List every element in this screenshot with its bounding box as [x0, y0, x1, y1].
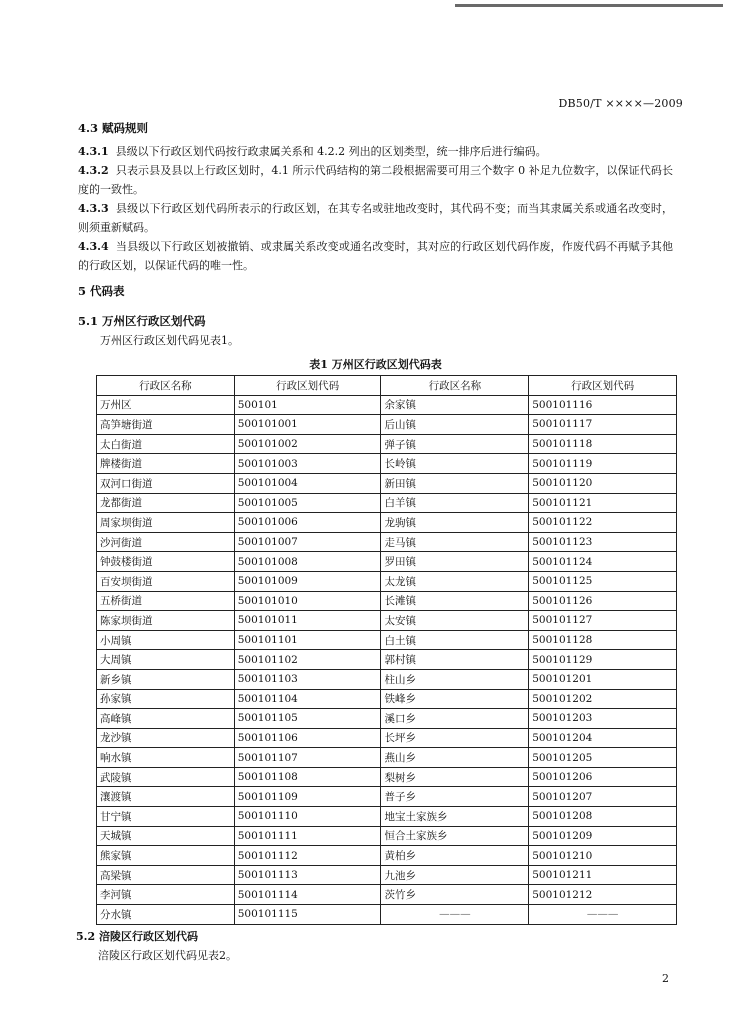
cell-region-code: 500101007 — [234, 532, 381, 552]
cell-region-name: 小周镇 — [97, 630, 235, 650]
section-5-1-title: 5.1 万州区行政区划代码 — [78, 314, 206, 328]
table-row — [97, 630, 677, 650]
table-row — [97, 807, 677, 827]
cell-region-code: 500101207 — [529, 787, 677, 807]
document-body — [78, 120, 673, 965]
cell-region-code: ——— — [529, 905, 677, 925]
cell-region-name: 长岭镇 — [381, 454, 529, 474]
header-code-1: 行政区划代码 — [234, 376, 381, 396]
cell-region-name: 郭村镇 — [381, 650, 529, 670]
table-row — [97, 885, 677, 905]
table-row — [97, 532, 677, 552]
clause-number: 4.3.4 — [78, 240, 109, 253]
cell-region-name: 太龙镇 — [381, 571, 529, 591]
cell-region-code: 500101208 — [529, 807, 677, 827]
cell-region-code: 500101110 — [234, 807, 381, 827]
scan-artifact-line — [455, 4, 723, 7]
table-row — [97, 689, 677, 709]
cell-region-code: 500101103 — [234, 669, 381, 689]
cell-region-code: 500101008 — [234, 552, 381, 572]
cell-region-name: 太安镇 — [381, 611, 529, 631]
table-row — [97, 395, 677, 415]
cell-region-code: 500101120 — [529, 473, 677, 493]
cell-region-code: 500101206 — [529, 767, 677, 787]
table-row — [97, 454, 677, 474]
cell-region-code: 500101121 — [529, 493, 677, 513]
cell-region-name: 大周镇 — [97, 650, 235, 670]
table-row — [97, 552, 677, 572]
table-row — [97, 787, 677, 807]
cell-region-name: 孙家镇 — [97, 689, 235, 709]
cell-region-code: 500101 — [234, 395, 381, 415]
cell-region-name: 龙都街道 — [97, 493, 235, 513]
cell-region-name: ——— — [381, 905, 529, 925]
page-number: 2 — [662, 972, 669, 985]
clause-number: 4.3.2 — [78, 164, 109, 177]
cell-region-name: 李河镇 — [97, 885, 235, 905]
table-row — [97, 767, 677, 787]
cell-region-name: 甘宁镇 — [97, 807, 235, 827]
cell-region-name: 白土镇 — [381, 630, 529, 650]
cell-region-code: 500101104 — [234, 689, 381, 709]
table-row — [97, 905, 677, 925]
cell-region-name: 牌楼街道 — [97, 454, 235, 474]
cell-region-name: 瀼渡镇 — [97, 787, 235, 807]
table-header-row — [97, 376, 677, 396]
table-row — [97, 846, 677, 866]
cell-region-code: 500101004 — [234, 473, 381, 493]
cell-region-name: 铁峰乡 — [381, 689, 529, 709]
cell-region-code: 500101107 — [234, 748, 381, 768]
cell-region-code: 500101210 — [529, 846, 677, 866]
clause-number: 4.3.3 — [78, 202, 109, 215]
cell-region-name: 五桥街道 — [97, 591, 235, 611]
cell-region-name: 响水镇 — [97, 748, 235, 768]
cell-region-name: 高梁镇 — [97, 865, 235, 885]
cell-region-name: 恒合土家族乡 — [381, 826, 529, 846]
section-5-2-text: 涪陵区行政区划代码见表2。 — [98, 948, 237, 962]
cell-region-code: 500101102 — [234, 650, 381, 670]
table-row — [97, 728, 677, 748]
cell-region-code: 500101128 — [529, 630, 677, 650]
cell-region-name: 太白街道 — [97, 434, 235, 454]
table-row — [97, 611, 677, 631]
paragraph-4-3-4 — [78, 237, 673, 275]
cell-region-name: 罗田镇 — [381, 552, 529, 572]
cell-region-code: 500101106 — [234, 728, 381, 748]
table-body — [97, 395, 677, 924]
cell-region-name: 走马镇 — [381, 532, 529, 552]
cell-region-code: 500101006 — [234, 513, 381, 533]
cell-region-code: 500101129 — [529, 650, 677, 670]
cell-region-code: 500101118 — [529, 434, 677, 454]
table-row — [97, 591, 677, 611]
clause-text: 县级以下行政区划代码所表示的行政区划，在其专名或驻地改变时，其代码不变；而当其隶属关系或通名改变时，则须重新赋码。 — [78, 202, 674, 234]
table-row — [97, 493, 677, 513]
code-table — [96, 375, 677, 925]
cell-region-code: 500101002 — [234, 434, 381, 454]
cell-region-name: 余家镇 — [381, 395, 529, 415]
cell-region-code: 500101209 — [529, 826, 677, 846]
cell-region-name: 长滩镇 — [381, 591, 529, 611]
cell-region-code: 500101010 — [234, 591, 381, 611]
cell-region-name: 普子乡 — [381, 787, 529, 807]
cell-region-code: 500101101 — [234, 630, 381, 650]
cell-region-code: 500101111 — [234, 826, 381, 846]
table-row — [97, 473, 677, 493]
cell-region-code: 500101124 — [529, 552, 677, 572]
cell-region-code: 500101201 — [529, 669, 677, 689]
cell-region-name: 后山镇 — [381, 415, 529, 435]
standard-code-header: DB50/T ××××—2009 — [558, 97, 683, 110]
cell-region-name: 长坪乡 — [381, 728, 529, 748]
table-row — [97, 650, 677, 670]
cell-region-code: 500101113 — [234, 865, 381, 885]
cell-region-code: 500101114 — [234, 885, 381, 905]
cell-region-name: 百安坝街道 — [97, 571, 235, 591]
cell-region-name: 黄柏乡 — [381, 846, 529, 866]
cell-region-name: 茨竹乡 — [381, 885, 529, 905]
cell-region-code: 500101001 — [234, 415, 381, 435]
cell-region-code: 500101211 — [529, 865, 677, 885]
table-row — [97, 826, 677, 846]
section-5-2-title: 5.2 涪陵区行政区划代码 — [76, 929, 198, 943]
cell-region-name: 分水镇 — [97, 905, 235, 925]
cell-region-name: 地宝土家族乡 — [381, 807, 529, 827]
cell-region-code: 500101212 — [529, 885, 677, 905]
table-row — [97, 513, 677, 533]
section-4-3-title: 4.3 赋码规则 — [78, 121, 149, 135]
table-row — [97, 748, 677, 768]
cell-region-name: 九池乡 — [381, 865, 529, 885]
cell-region-code: 500101203 — [529, 709, 677, 729]
cell-region-name: 溪口乡 — [381, 709, 529, 729]
cell-region-name: 白羊镇 — [381, 493, 529, 513]
cell-region-name: 新乡镇 — [97, 669, 235, 689]
cell-region-code: 500101112 — [234, 846, 381, 866]
cell-region-code: 500101123 — [529, 532, 677, 552]
cell-region-code: 500101005 — [234, 493, 381, 513]
table-row — [97, 415, 677, 435]
cell-region-name: 熊家镇 — [97, 846, 235, 866]
cell-region-code: 500101117 — [529, 415, 677, 435]
header-name-1: 行政区名称 — [97, 376, 235, 396]
cell-region-code: 500101125 — [529, 571, 677, 591]
cell-region-name: 周家坝街道 — [97, 513, 235, 533]
cell-region-code: 500101105 — [234, 709, 381, 729]
section-5-title: 5 代码表 — [78, 284, 125, 298]
table-caption: 表1 万州区行政区划代码表 — [309, 358, 442, 371]
cell-region-name: 高笋塘街道 — [97, 415, 235, 435]
cell-region-code: 500101108 — [234, 767, 381, 787]
cell-region-code: 500101009 — [234, 571, 381, 591]
cell-region-code: 500101204 — [529, 728, 677, 748]
paragraph-4-3-3 — [78, 199, 673, 237]
clause-text: 当县级以下行政区划被撤销、或隶属关系改变或通名改变时，其对应的行政区划代码作废，作废代码不再赋予其他的行政区划，以保证代码的唯一性。 — [78, 240, 674, 272]
cell-region-name: 燕山乡 — [381, 748, 529, 768]
cell-region-code: 500101119 — [529, 454, 677, 474]
cell-region-name: 武陵镇 — [97, 767, 235, 787]
clause-number: 4.3.1 — [78, 145, 109, 158]
clause-text: 只表示县及县以上行政区划时，4.1 所示代码结构的第二段根据需要可用三个数字 0 补足九位数字，以保证代码长度的一致性。 — [78, 164, 674, 196]
cell-region-code: 500101011 — [234, 611, 381, 631]
clause-text: 县级以下行政区划代码按行政隶属关系和 4.2.2 列出的区划类型，统一排序后进行编码。 — [115, 145, 547, 158]
paragraph-4-3-2 — [78, 161, 673, 199]
table-row — [97, 865, 677, 885]
table-row — [97, 434, 677, 454]
cell-region-name: 高峰镇 — [97, 709, 235, 729]
cell-region-name: 新田镇 — [381, 473, 529, 493]
cell-region-code: 500101116 — [529, 395, 677, 415]
cell-region-code: 500101202 — [529, 689, 677, 709]
table-row — [97, 571, 677, 591]
cell-region-name: 沙河街道 — [97, 532, 235, 552]
table-row — [97, 669, 677, 689]
cell-region-code: 500101205 — [529, 748, 677, 768]
header-name-2: 行政区名称 — [381, 376, 529, 396]
cell-region-name: 双河口街道 — [97, 473, 235, 493]
cell-region-name: 弹子镇 — [381, 434, 529, 454]
header-code-2: 行政区划代码 — [529, 376, 677, 396]
cell-region-name: 万州区 — [97, 395, 235, 415]
cell-region-name: 龙沙镇 — [97, 728, 235, 748]
table-row — [97, 709, 677, 729]
cell-region-name: 天城镇 — [97, 826, 235, 846]
paragraph-4-3-1 — [78, 142, 673, 161]
cell-region-code: 500101003 — [234, 454, 381, 474]
cell-region-code: 500101127 — [529, 611, 677, 631]
cell-region-code: 500101126 — [529, 591, 677, 611]
cell-region-code: 500101115 — [234, 905, 381, 925]
cell-region-name: 龙驹镇 — [381, 513, 529, 533]
cell-region-name: 柱山乡 — [381, 669, 529, 689]
cell-region-name: 梨树乡 — [381, 767, 529, 787]
cell-region-name: 钟鼓楼街道 — [97, 552, 235, 572]
section-5-1-text: 万州区行政区划代码见表1。 — [100, 334, 239, 347]
cell-region-code: 500101109 — [234, 787, 381, 807]
cell-region-code: 500101122 — [529, 513, 677, 533]
cell-region-name: 陈家坝街道 — [97, 611, 235, 631]
